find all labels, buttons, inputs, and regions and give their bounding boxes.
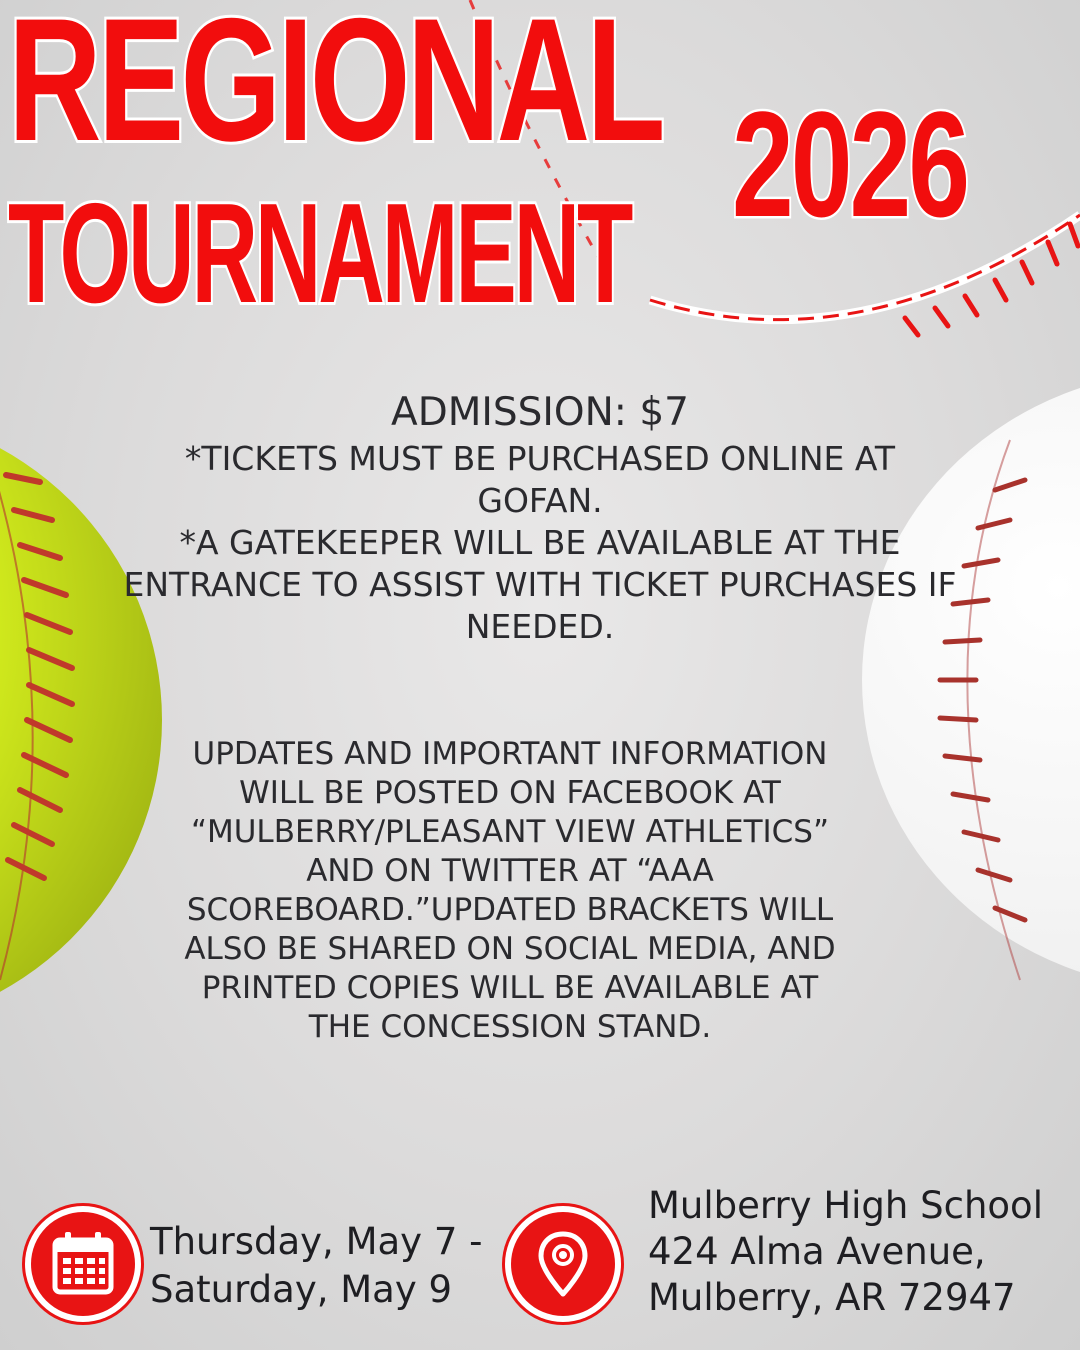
venue-street: 424 Alma Avenue, xyxy=(648,1230,986,1273)
location-pin-icon xyxy=(511,1212,615,1316)
gatekeeper-note: *A GATEKEEPER WILL BE AVAILABLE AT THE ENTRANCE TO ASSIST WITH TICKET PURCHASES IF NEEDED. xyxy=(123,523,957,646)
title-year: 2026 xyxy=(732,80,968,248)
ticket-online-note: *TICKETS MUST BE PURCHASED ONLINE AT GOFAN. xyxy=(184,439,896,520)
title-regional: REGIONAL xyxy=(8,0,662,178)
location-badge xyxy=(511,1212,615,1316)
venue-name: Mulberry High School xyxy=(648,1184,1043,1227)
venue-city: Mulberry, AR 72947 xyxy=(648,1276,1016,1319)
event-dates xyxy=(150,1218,482,1314)
updates-info: UPDATES AND IMPORTANT INFORMATION WILL BE POSTED ON FACEBOOK AT “MULBERRY/PLEASANT VIEW ATHLETICS” AND ON TWITTER AT “AAA SCOREBOARD.”UPDATED BRACKETS WILL ALSO BE SHARED ON SOCIAL MEDIA, AND PRINTED COPIES WILL BE AVAILABLE AT THE CONCESSION STAND. xyxy=(184,736,836,1045)
admission-section xyxy=(120,388,960,648)
event-date-start: Thursday, May 7 - xyxy=(150,1220,483,1263)
calendar-icon xyxy=(31,1212,135,1316)
admission-price: ADMISSION: $7 xyxy=(391,390,689,435)
event-date-end: Saturday, May 9 xyxy=(150,1268,453,1311)
calendar-badge xyxy=(31,1212,135,1316)
title-tournament: TOURNAMENT xyxy=(8,174,631,333)
venue-address xyxy=(648,1183,1043,1321)
